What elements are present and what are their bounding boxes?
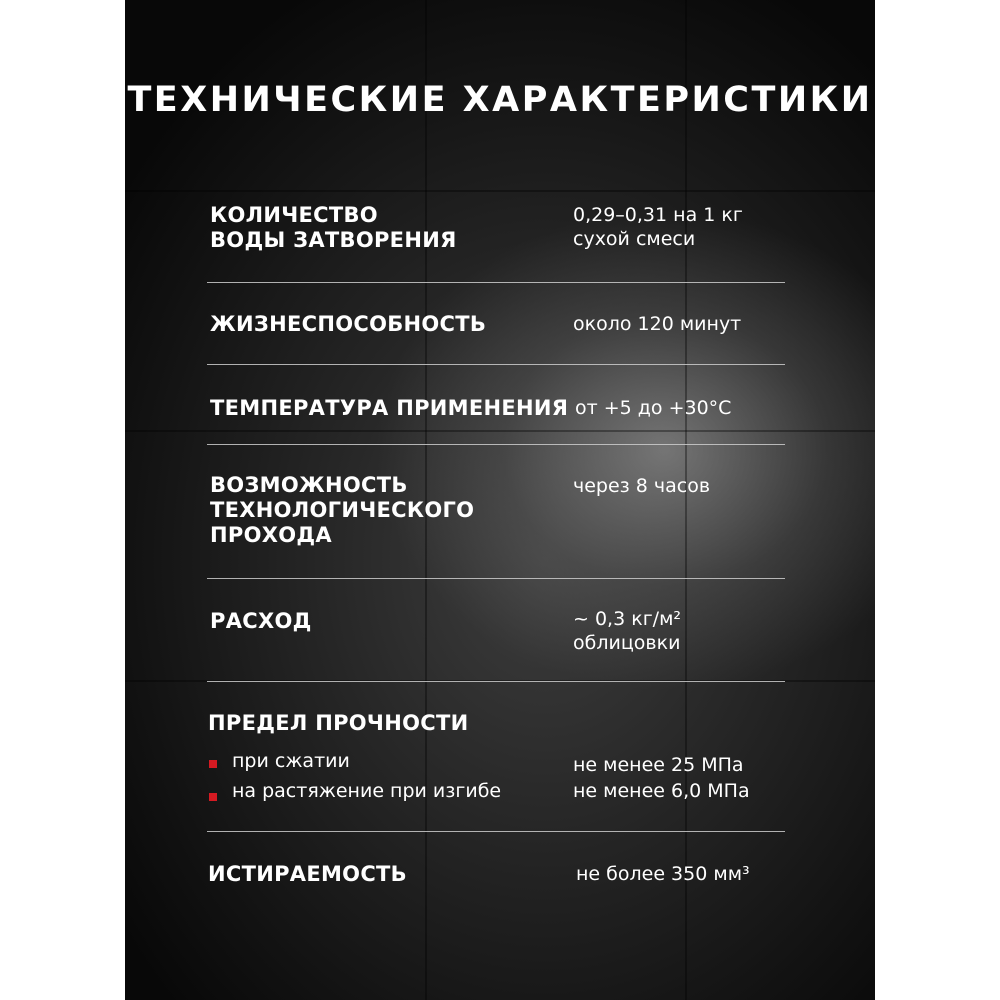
row-divider xyxy=(207,364,785,365)
spec-label-abrasion xyxy=(208,862,407,887)
spec-value-temperature xyxy=(575,396,731,420)
spec-value-line: около 120 минут xyxy=(573,313,742,335)
page-title: ТЕХНИЧЕСКИЕ ХАРАКТЕРИСТИКИ xyxy=(127,80,873,120)
spec-label-line: ПРОХОДА xyxy=(210,523,332,547)
row-divider xyxy=(207,831,785,832)
spec-value-compression: не менее 25 МПа xyxy=(573,754,744,776)
row-divider xyxy=(207,578,785,579)
tile-seam xyxy=(125,430,875,432)
tile-seam xyxy=(125,190,875,192)
spec-label-consumption xyxy=(210,609,312,634)
spec-value-line: облицовки xyxy=(573,632,681,654)
spec-label-temperature xyxy=(210,396,568,421)
spec-label-line: ТЕХНОЛОГИЧЕСКОГО xyxy=(210,498,475,522)
spec-value-pot-life xyxy=(573,312,741,336)
red-bullet-icon xyxy=(209,793,217,801)
red-bullet-icon xyxy=(209,760,217,768)
spec-value-line: сухой смеси xyxy=(573,228,696,250)
spec-label-line: ЖИЗНЕСПОСОБНОСТЬ xyxy=(210,312,487,336)
spec-value-line: 0,29–0,31 на 1 кг xyxy=(573,204,743,226)
spec-value-line: от +5 до +30°С xyxy=(575,397,732,419)
spec-value-consumption xyxy=(573,607,681,655)
row-divider xyxy=(207,681,785,682)
spec-label-line: ВОЗМОЖНОСТЬ xyxy=(210,473,408,497)
spec-card xyxy=(125,0,875,1000)
spec-value-abrasion xyxy=(576,862,750,886)
row-divider xyxy=(207,444,785,445)
spec-sublabel-compression: при сжатии xyxy=(232,750,350,772)
spec-label-foot-traffic xyxy=(210,473,474,548)
spec-label-strength xyxy=(208,711,468,736)
row-divider xyxy=(207,282,785,283)
spec-value-line: ~ 0,3 кг/м² xyxy=(573,608,682,630)
spec-value-foot-traffic xyxy=(573,474,710,498)
spec-label-line: РАСХОД xyxy=(210,609,312,633)
spec-label-pot-life xyxy=(210,312,486,337)
spec-label-line: КОЛИЧЕСТВО xyxy=(210,203,378,227)
spec-label-line: ПРЕДЕЛ ПРОЧНОСТИ xyxy=(208,711,469,735)
spec-value-water xyxy=(573,203,743,251)
spec-sublabel-bending: на растяжение при изгибе xyxy=(232,780,502,802)
spec-label-line: ИСТИРАЕМОСТЬ xyxy=(208,862,407,886)
spec-label-water xyxy=(210,203,457,253)
spec-label-line: ТЕМПЕРАТУРА ПРИМЕНЕНИЯ xyxy=(210,396,569,420)
spec-label-line: ВОДЫ ЗАТВОРЕНИЯ xyxy=(210,228,457,252)
tile-seam xyxy=(685,0,687,1000)
spec-value-line: не более 350 мм³ xyxy=(576,863,750,885)
spec-value-bending: не менее 6,0 МПа xyxy=(573,780,750,802)
spec-value-line: через 8 часов xyxy=(573,475,711,497)
